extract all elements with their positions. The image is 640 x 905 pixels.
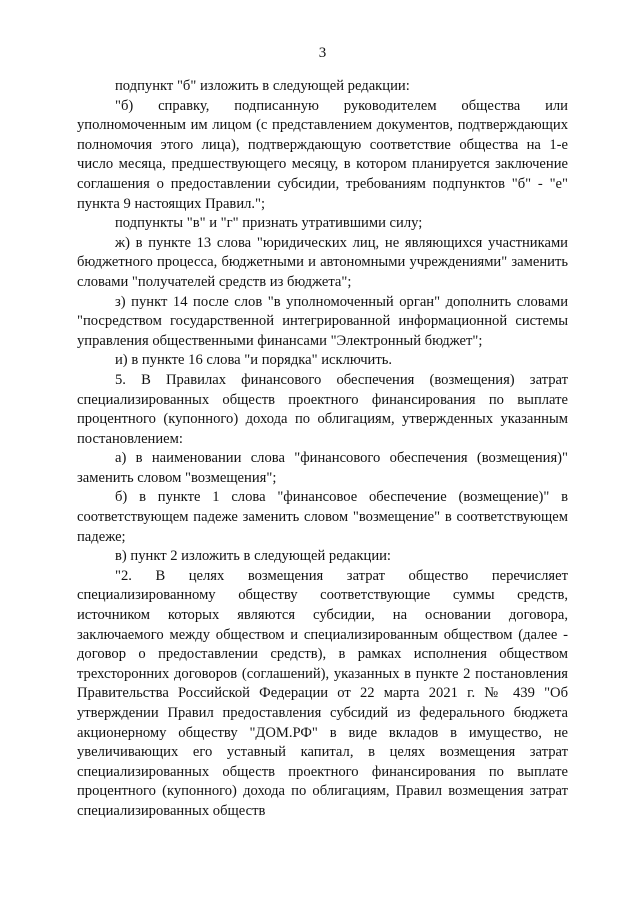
paragraph: подпункты "в" и "г" признать утратившими силу; — [115, 215, 423, 232]
paragraph: а) в наименовании слова "финансового обеспечения (возмещения)" заменить словом "возмещения"; — [77, 450, 568, 486]
page-number: 3 — [318, 45, 327, 61]
paragraph: "б) справку, подписанную руководителем общества или уполномоченным им лицом (с представлением документов, подтверждающих полномочия этого лица), подтверждающую соответствие общества на 1-е число месяца, предшествующего месяцу, в котором планируется заключение соглашения о предоставлении субсидии, требованиям подпунктов "б" - "е" пункта 9 настоящих Правил."; — [77, 97, 568, 212]
paragraph: б) в пункте 1 слова "финансовое обеспечение (возмещение)" в соответствующем падеже заменить словом "возмещение" в соответствующем падеже; — [77, 489, 568, 545]
paragraph: и) в пункте 16 слова "и порядка" исключить. — [115, 352, 393, 369]
paragraph: 5. В Правилах финансового обеспечения (возмещения) затрат специализированных обществ проектного финансирования по выплате процентного (купонного) дохода по облигациям, утвержденных указанным постановлением: — [77, 371, 568, 447]
paragraph: з) пункт 14 после слов "в уполномоченный орган" дополнить словами "посредством государственной интегрированной информационной системы управления общественными финансами "Электронный бюджет"; — [77, 293, 568, 349]
paragraph: "2. В целях возмещения затрат общество перечисляет специализированному обществу соответствующие суммы средств, источником которых являются субсидии, на основании договора, заключаемого между обществом и специализированным обществом (далее - договор о предоставлении средств), в рамках исполнения обществом трехсторонних договоров (соглашений), указанных в пункте 2 постановления Правительства Российской Федерации от 22 марта 2021 г. № 439 "Об утверждении Правил предоставления субсидий из федерального бюджета акционерному обществу "ДОМ.РФ" в виде вкладов в имущество, не увеличивающих его уставный капитал, в целях возмещения затрат специализированных обществ проектного финансирования по выплате процентного (купонного) дохода по облигациям, Правил возмещения затрат специализированных обществ — [77, 567, 568, 819]
paragraph: в) пункт 2 изложить в следующей редакции: — [115, 548, 391, 565]
paragraph: ж) в пункте 13 слова "юридических лиц, не являющихся участниками бюджетного процесса, бюджетными и автономными учреждениями" заменить словами "получателей средств из бюджета"; — [77, 234, 568, 290]
paragraph: подпункт "б" изложить в следующей редакции: — [115, 78, 410, 94]
document-body — [77, 77, 568, 822]
